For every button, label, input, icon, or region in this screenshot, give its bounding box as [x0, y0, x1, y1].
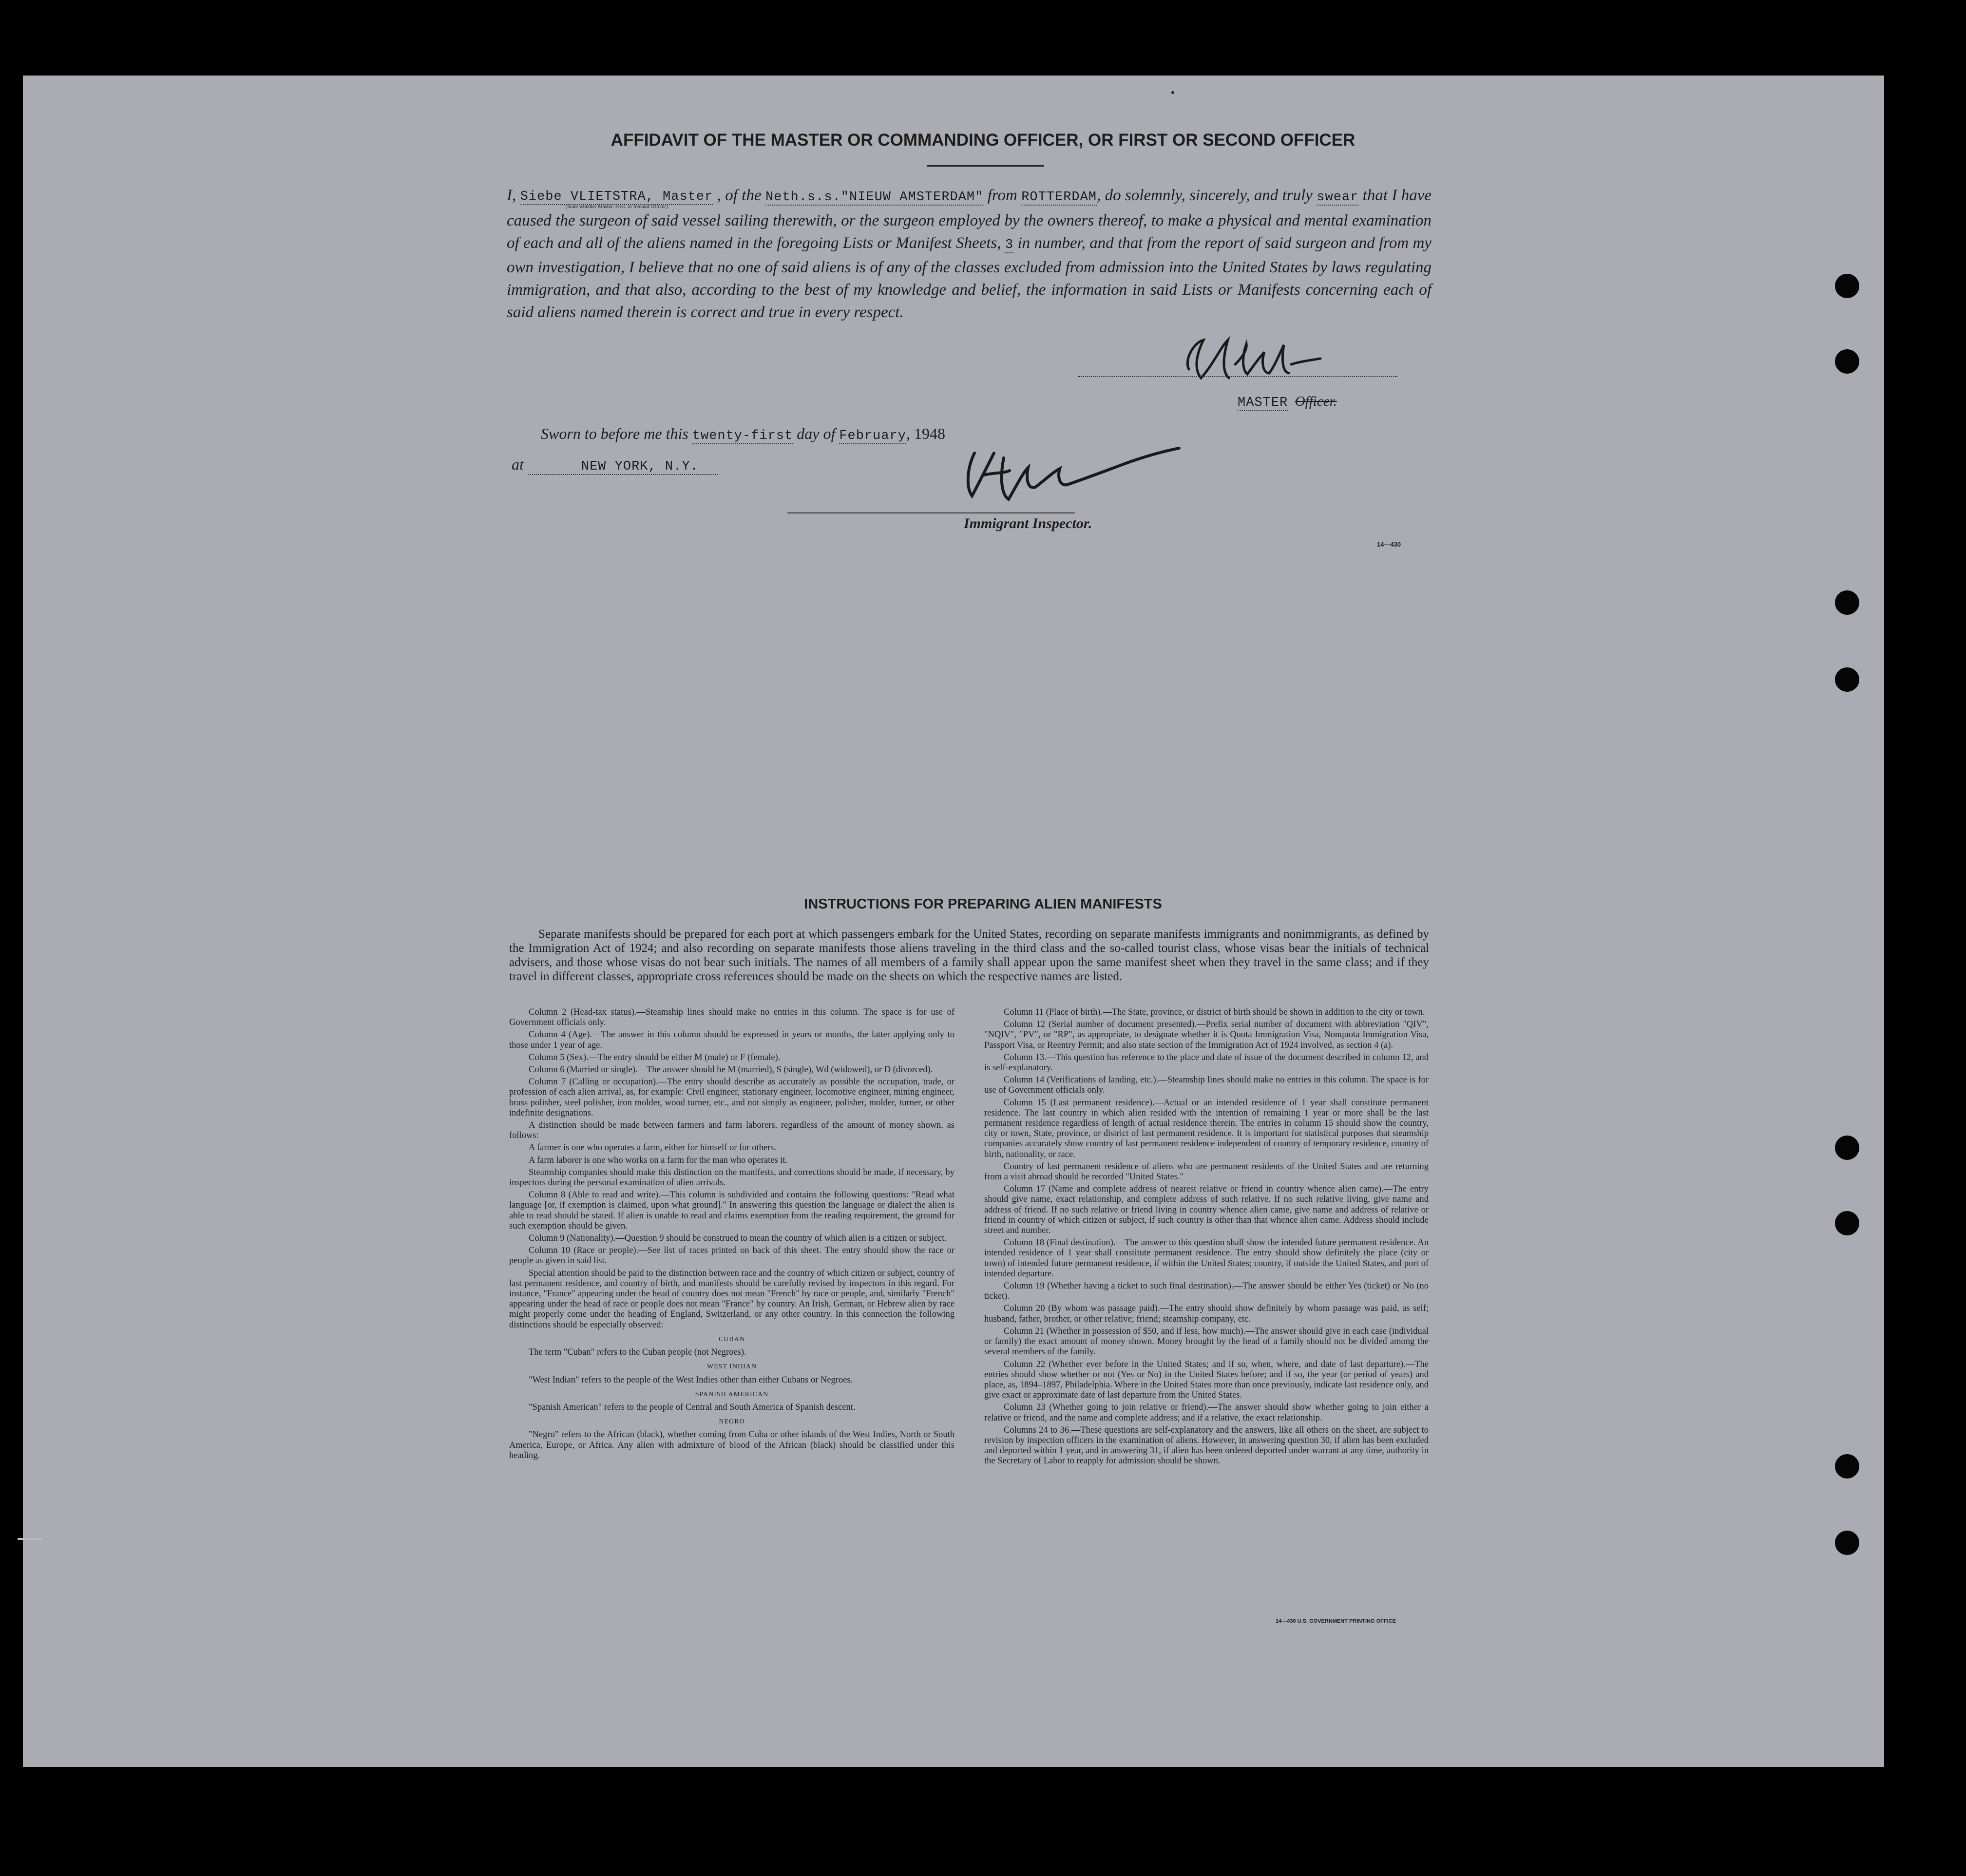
punch-hole — [1835, 1136, 1859, 1160]
printing-office-footer: 14—430 U.S. GOVERNMENT PRINTING OFFICE — [1276, 1618, 1396, 1624]
sheet-count-field: 3 — [1005, 238, 1014, 252]
paragraph: Column 6 (Married or single).—The answer should be M (married), S (single), Wd (widowed), or D (divorced). — [529, 1065, 933, 1075]
paragraph: Column 18 (Final destination).—The answer to this question shall show the intended future permanent residence. An intended residence of 1 year shall constitute permanent residence. The entry should show definitely the place (city or town) of intended future permanent residence, if within the United States; country, if outside the United States, and port of intended departure. — [984, 1238, 1429, 1279]
paragraph: Column 21 (Whether in possession of $50, and if less, how much).—The answer should give in each case (individual or family) the exact amount of money shown. Money brought by the head of a family should not be divided among the several members of the family. — [984, 1326, 1429, 1357]
inspector-signature-line — [787, 512, 1075, 513]
master-signature — [1174, 335, 1335, 386]
paragraph: Column 2 (Head-tax status).—Steamship lines should make no entries in this column. The space is for use of Government officials only. — [509, 1007, 954, 1028]
right-paragraphs — [984, 1007, 1429, 1467]
officer-name-hint: (State whether Master, First, or Second Officer) — [565, 204, 668, 209]
paragraph: Country of last permanent residence of aliens who are permanent residents of the United States and are returning from a visit abroad should be recorded "United States." — [984, 1161, 1429, 1182]
paragraph: Column 8 (Able to read and write).—This column is subdivided and contains the following questions: "Read what language [or, if exemption is claimed, upon what ground]." In answering this question the language or dialect the alien is able to read should be stated. If alien is unable to read and claims exemption from the reading requirement, the ground for such exemption should be given. — [509, 1190, 954, 1231]
sworn-year: , 1948 — [906, 425, 945, 442]
punch-hole — [1835, 349, 1859, 374]
document-page — [23, 76, 1884, 1767]
sworn-day-field: twenty-first — [692, 429, 793, 443]
paragraph: Column 12 (Serial number of document presented).—Prefix serial number of document with abbreviation "QIV", "NQIV", "PV", or "RP", as appropriate, to designate whether it is Quota Immigration Visa, Nonquota Immigration Visa, Passport Visa, or Reentry Permit; and also state section of the Immigration Act of 1924 involved, as section 4 (a). — [984, 1020, 1429, 1050]
section-heading: CUBAN — [718, 1335, 745, 1343]
at-label: at — [512, 455, 524, 473]
paragraph: Column 19 (Whether having a ticket to such final destination).—The answer should be either Yes (ticket) or No (no ticket). — [984, 1281, 1429, 1302]
affidavit-body — [507, 184, 1432, 323]
left-paragraphs — [509, 1007, 954, 1330]
port-field: ROTTERDAM — [1021, 190, 1097, 205]
instructions-intro: Separate manifests should be prepared for each port at which passengers embark for the United States, recording on separate manifests immigrants and nonimmigrants, as defined by the Immigration Act of 1924; and also recording on separate manifests those aliens traveling in the third class and the so-called tourist class, whose visas bear the initials of technical advisers, and those whose visas do not bear such initials. The names of all members of a family shall appear upon the same manifest sheet when they travel in the same class; and if they travel in different classes, appropriate cross references should be made on the sheets on which the respective names are listed. — [509, 928, 1429, 983]
affidavit-text: , of the — [717, 187, 762, 204]
affidavit-text: in number, and that from the report of said surgeon and from my own investigation, I believe that no one of said aliens is of any of the classes excluded from admission into the United States by laws regulating immigration, and that also, according to the best of my knowledge and belief, the information in said Lists or Manifests concerning each of said aliens named therein is correct and true in every respect. — [507, 234, 1432, 321]
punch-hole — [1835, 1211, 1859, 1235]
inspector-label: Immigrant Inspector. — [964, 515, 1092, 531]
instructions-title: INSTRUCTIONS FOR PREPARING ALIEN MANIFESTS — [804, 896, 1162, 912]
paragraph: Column 22 (Whether ever before in the United States; and if so, when, where, and date of last departure).—The entries should show whether or not (Yes or No) in the United States before; and if so, the year (or period of years) and place, as, 1894–1897, Philadelphia. Where in the United States more than once previously, indicate last residence only, and give exact or approximate date of last departure from the United States. — [984, 1359, 1429, 1401]
signature-line — [1078, 376, 1397, 377]
paragraph: Columns 24 to 36.—These questions are self-explanatory and the answers, like all others on the sheet, are subject to revision by inspection officers in the examination of aliens. However, in answering question 30, if alien has been excluded and deported within 1 year, and in answering 31, if alien has been ordered deported under warrant at any time, authority in the Secretary of Labor to reapply for admission should be shown. — [984, 1425, 1429, 1466]
paragraph: Column 9 (Nationality).—Question 9 should be construed to mean the country of which alien is a citizen or subject. — [529, 1233, 947, 1244]
section-heading: WEST INDIAN — [706, 1363, 757, 1371]
paragraph: Column 10 (Race or people).—See list of races printed on back of this sheet. The entry should show the race or people as given in said list. — [509, 1246, 954, 1266]
sworn-place-line — [512, 455, 804, 474]
paragraph: Column 20 (By whom was passage paid).—The entry should show definitely by whom passage was paid, as self; husband, father, brother, or other relative; friend; steamship company, etc. — [984, 1304, 1429, 1324]
sworn-text: Sworn to before me this — [541, 425, 688, 442]
instructions-right-column — [984, 1007, 1429, 1469]
paragraph: Special attention should be paid to the distinction between race and the country of which citizen or subject, country of last permanent residence, and country of birth, and manifests should be carefully revised by inspectors in this regard. For instance, "France" appearing under the head of country does not mean "French" by race or people, and, similarly "French" appearing under the head of race or people does not mean "France" by country. An Irish, German, or Hebrew alien by race might properly come under the heading of England, Switzerland, or any other country. In this connection the following distinctions should be especially observed: — [509, 1268, 954, 1330]
instructions-left-column — [509, 1007, 954, 1463]
paragraph: Column 4 (Age).—The answer in this column should be expressed in years or months, the latter applying only to those under 1 year of age. — [509, 1030, 954, 1050]
paragraph: Column 17 (Name and complete address of nearest relative or friend in country whence alien came).—The entry should give name, exact relationship, and complete address of such relative. If no such relative living, give name and address of friend. If no such relative or friend living in country whence alien came, give name and address of relative or friend in country of which citizen or subject, if such country is other than that whence alien came. Address should include street and number. — [984, 1184, 1429, 1236]
affidavit-text: , do solemnly, sincerely, and truly — [1097, 187, 1313, 204]
officer-title-field: MASTER — [1238, 396, 1288, 410]
paragraph: Column 5 (Sex).—The entry should be either M (male) or F (female). — [529, 1052, 781, 1062]
paragraph: The term "Cuban" refers to the Cuban people (not Negroes). — [529, 1347, 746, 1358]
affidavit-text: from — [987, 187, 1017, 204]
paragraph: Column 14 (Verifications of landing, etc.).—Steamship lines should make no entries in this column. The space is for use of Government officials only. — [984, 1075, 1429, 1096]
affidavit-text: that I have caused the surgeon of said vessel sailing therewith, or the surgeon employed by the owners thereof, to make a physical and mental examination of each and all of the aliens named in the foregoing Lists or Manifest Sheets, — [507, 187, 1432, 252]
paragraph: Column 7 (Calling or occupation).—The entry should describe as accurately as possible the occupation, trade, or profession of each alien arrival, as, for example: Civil engineer, stationary engineer, locomotive engineer, mining engineer, brass polisher, steel polisher, iron molder, wood turner, etc., and not simply as engineer, polisher, molder, turner, or other indefinite designations. — [509, 1077, 954, 1118]
title-underline — [927, 165, 1044, 167]
punch-hole — [1835, 667, 1859, 692]
inspector-signature — [955, 438, 1184, 509]
paragraph: Column 11 (Place of birth).—The State, province, or district of birth should be shown in addition to the city or town. — [1004, 1007, 1425, 1017]
edge-mark — [18, 1538, 42, 1540]
paragraph: Column 13.—This question has reference to the place and date of issue of the document described in column 12, and is self-explanatory. — [984, 1052, 1429, 1073]
section-heading: SPANISH AMERICAN — [695, 1390, 769, 1398]
paragraph: A farmer is one who operates a farm, either for himself or for others. — [529, 1143, 777, 1153]
punch-hole — [1835, 1454, 1859, 1478]
paragraph: "Negro" refers to the African (black), whether coming from Cuba or other islands of the West Indies, North or South America, Europe, or Africa. Any alien with admixture of blood of the African (black) should be classified under this heading. — [509, 1430, 954, 1460]
punch-hole — [1835, 1531, 1859, 1555]
sworn-text: day of — [797, 425, 836, 442]
officer-label: Officer. — [1295, 394, 1337, 409]
punch-hole — [1835, 274, 1859, 298]
place-field: NEW YORK, N.Y. — [528, 459, 718, 475]
paragraph: "West Indian" refers to the people of the West Indies other than either Cubans or Negroes. — [529, 1375, 853, 1385]
section-heading: NEGRO — [719, 1418, 745, 1426]
vessel-field: Neth.s.s."NIEUW AMSTERDAM" — [765, 190, 984, 205]
form-number: 14—430 — [1377, 541, 1401, 548]
paragraph: Steamship companies should make this distinction on the manifests, and corrections should be made, if necessary, by inspectors during the personal examination of alien arrivals. — [509, 1167, 954, 1188]
punch-hole — [1835, 590, 1859, 615]
oath-field: swear — [1317, 190, 1359, 205]
paragraph: A farm laborer is one who works on a farm for the man who operates it. — [529, 1155, 788, 1165]
paragraph: A distinction should be made between farmers and farm laborers, regardless of the amount of money shown, as follows: — [509, 1120, 954, 1141]
paragraph: Column 23 (Whether going to join relative or friend).—The answer should show whether going to join either a relative or friend, and the name and complete address; and if a relative, the exact relationship. — [984, 1402, 1429, 1423]
officer-name-field: Siebe VLIETSTRA, Master — [520, 189, 713, 204]
affidavit-text: I, — [507, 187, 516, 204]
speck-mark — [1171, 91, 1174, 94]
officer-title — [1238, 394, 1432, 410]
sworn-month-field: February — [839, 429, 906, 443]
affidavit-title: AFFIDAVIT OF THE MASTER OR COMMANDING OFFICER, OR FIRST OR SECOND OFFICER — [611, 131, 1355, 150]
paragraph: "Spanish American" refers to the people of Central and South America of Spanish descent. — [529, 1402, 856, 1412]
paragraph: Column 15 (Last permanent residence).—Actual or an intended residence of 1 year shall constitute permanent residence. The last country in which alien resided with the intention of remaining 1 year or more shall be the last permanent residence regardless of length of actual residence therein. The entries in column 15 should show the country, city or town, State, province, or district of last permanent residence. It is important for statistical purposes that steamship companies accurately show country of last permanent residence independent of country of temporary residence, country of birth, nationality, or race. — [984, 1098, 1429, 1159]
